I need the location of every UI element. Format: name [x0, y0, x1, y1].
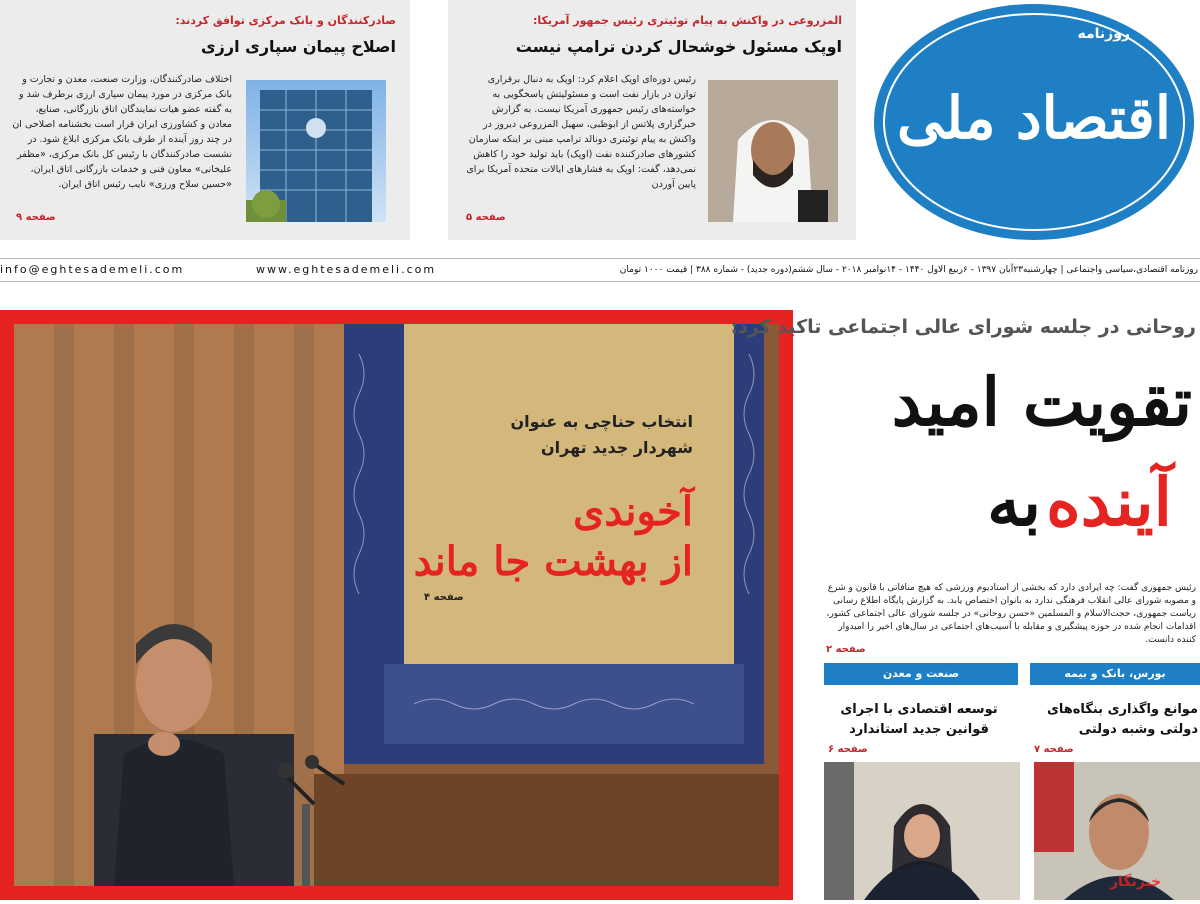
main-story-headline-2-black: به [987, 463, 1042, 541]
main-story-body: رئیس جمهوری گفت: چه ایرادی دارد که بخشی از استادیوم ورزشی که هیچ منافاتی با قانون و شرع و مصوبه شورای عالی انقلاب فرهنگی ندارد به بانوان اختصاص یابد. به گزارش پایگاه اطلاع رسانی ریاست جمهوری، حجت‌الاسلام و المسلمین «حسن روحانی» در جلسه شورای عالی اجتماعی کشور، اقدامات انجام شده در حوزه پیشگیری و مقابله با آسیب‌های اجتماعی در سال‌های اخیر را امیدوار کننده دانست. [826, 583, 1196, 645]
photo-story-image [14, 324, 779, 886]
section-left-headline[interactable]: توسعه اقتصادی با اجرای قوانین جدید استاندارد [840, 702, 998, 737]
teaser-left[interactable] [0, 0, 410, 240]
photo-story-headline-1: آخوندی [573, 488, 693, 535]
masthead-logo[interactable] [868, 0, 1200, 242]
main-story-headline-2-red: آینده [1046, 463, 1172, 541]
photo-story-headline-2: از بهشت جا ماند [413, 538, 693, 585]
teaser-left-body: اختلاف صادرکنندگان، وزارت صنعت، معدن و تجارت و بانک مرکزی در مورد پیمان سپاری ارزی برطرف شد و به گفته عضو هیات نمایندگان اتاق بازرگانی، صنایع، معادن و کشاورزی ایران قرار است بخشنامه اصلاحی ان در چند روز آینده از طرف بانک مرکزی ابلاغ شود. در نشست صادرکنندگان با رئیس کل بانک مرکزی، «مظفر علیخانی» معاون فنی و خدمات بازرگانی اتاق ایران، «حسین سلاح ورزی» نایب رئیس اتاق ایران. [12, 74, 232, 190]
section-tab-bourse[interactable]: بورس، بانک و بیمه [1030, 663, 1200, 685]
main-story-headline-2[interactable] [812, 462, 1172, 542]
teaser-left-headline: اصلاح پیمان سپاری ارزی [201, 37, 396, 56]
teaser-middle-headline: اوپک مسئول خوشحال کردن ترامپ نیست [515, 37, 842, 56]
section-right-headline[interactable]: موانع واگذاری بنگاه‌های دولتی وشبه دولتی [1046, 702, 1198, 737]
teaser-middle[interactable] [448, 0, 856, 240]
teaser-middle-body: رئیس دوره‌ای اوپک اعلام کرد: اوپک به دنبال برقراری توازن در بازار نفت است و مسئولیتش پاسخگویی به خواسته‌های رئیس جمهوری آمریکا نیست. به گزارش خبرگزاری پلاتس از ابوظبی، سهیل المزروعی دیروز در واکنش به پیام توئیتری دونالد ترامپ مبنی بر اینکه سازمان کشورهای صادرکننده نفت (اوپک) باید تولید خود را کاهش نمی‌دهد، گفت: اوپک به فشارهای ایالات متحده آمریکا برای پایین آوردن [466, 74, 696, 190]
section-right-page[interactable]: صفحه ۷ [1034, 744, 1074, 755]
logo-small-text: روزنامه [1077, 26, 1130, 42]
teaser-middle-kicker: المزروعی در واکنش به پیام توئیتری رئیس جمهور آمریکا: [532, 14, 842, 27]
email-link[interactable]: info@eghtesademeli.com [0, 263, 185, 276]
central-bank-building-photo [246, 80, 386, 222]
teaser-left-kicker: صادرکنندگان و بانک مرکزی توافق کردند: [175, 14, 396, 27]
main-story-kicker: روحانی در جلسه شورای عالی اجتماعی تاکید کرد: [730, 316, 1196, 338]
website-link[interactable]: www.eghtesademeli.com [256, 263, 437, 276]
photo-story-frame[interactable] [0, 310, 793, 900]
section-left-photo [824, 762, 1020, 900]
main-story-headline-1[interactable]: تقویت امید [891, 363, 1192, 441]
photo-story-kicker-1: انتخاب حناچی به عنوان [510, 412, 693, 431]
issue-info: روزنامه اقتصادی،سیاسی واجتماعی | چهارشنبه۲۳آبان ۱۳۹۷ - ۶ربیع الاول ۱۴۴۰ - ۱۴نوامبر ۲۰۱۸ - سال ششم(دوره جدید) - شماره ۳۸۸ | قیمت ۱۰۰۰ تومان [619, 265, 1198, 275]
watermark: خبرنگار [1110, 874, 1162, 890]
section-tab-industry[interactable]: صنعت و معدن [824, 663, 1018, 685]
mazrouei-photo [708, 80, 838, 222]
photo-story-kicker-2: شهردار جدید تهران [541, 438, 693, 457]
section-left-page[interactable]: صفحه ۶ [828, 744, 868, 755]
teaser-middle-page[interactable]: صفحه ۵ [466, 212, 506, 223]
main-story-page[interactable]: صفحه ۲ [826, 644, 866, 655]
logo-main-text: اقتصاد ملی [897, 84, 1171, 152]
photo-story-page[interactable]: صفحه ۴ [424, 592, 464, 603]
teaser-left-page[interactable]: صفحه ۹ [16, 212, 56, 223]
issue-meta-bar [0, 258, 1200, 282]
